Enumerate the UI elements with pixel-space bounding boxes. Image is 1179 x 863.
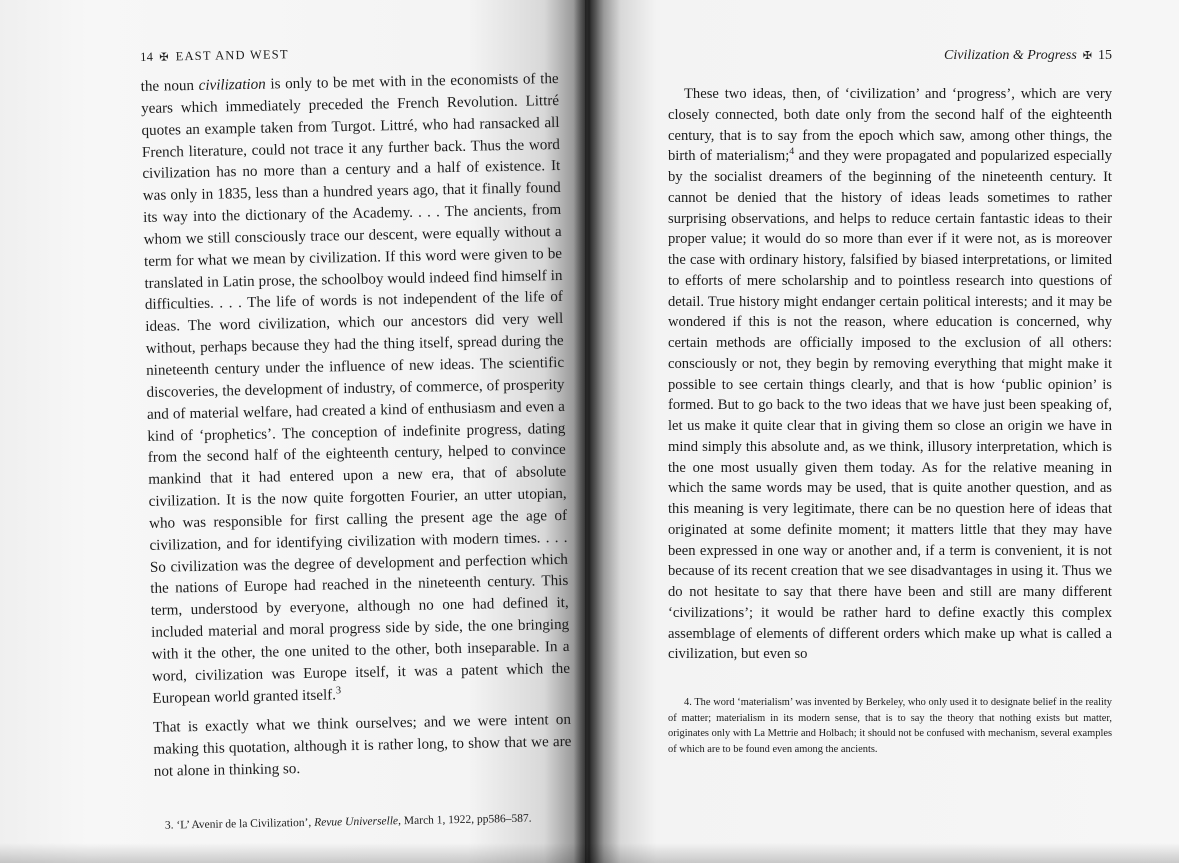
left-footnote <box>165 810 573 834</box>
cross-ornament-icon: ✠ <box>1082 50 1092 62</box>
left-footnote-journal: Revue Universelle <box>314 815 399 829</box>
right-page-number: 15 <box>1098 48 1112 63</box>
bottom-shade <box>0 843 1179 863</box>
footnote-ref-3: 3 <box>335 684 342 696</box>
left-footnote-number: 3. <box>164 819 174 832</box>
left-paragraph-1-text-a: the noun <box>140 77 199 95</box>
right-footnote: 4. The word ‘materialism’ was invented by Berkeley, who only used it to designate belief in the reality of matter; materialism in its modern sense, that is to say the theory that nothing exists but matter, originates only with La Mettrie and Holbach; it should not be confused with mechanism, several examples of which are to be found even among the ancients. <box>668 697 1112 756</box>
gutter-shadow <box>574 0 604 863</box>
left-footnote-text-a: ‘L’ Avenir de la Civilization’, <box>176 816 315 832</box>
left-paragraph-1-emphasis: civilization <box>198 76 266 94</box>
right-paragraph-1-text-a: These two ideas, then, of ‘civilization’ and ‘progress’, which are very closely connected, both date only from the second half of the eighteenth century, that is to say from the epoch which saw, among other things, the birth of materialism; <box>668 86 1112 165</box>
footnote-ref-4: 4 <box>789 146 795 158</box>
right-page-content <box>668 48 1112 758</box>
left-running-title: EAST AND WEST <box>175 47 289 64</box>
left-page-content <box>140 42 573 834</box>
left-page-number: 14 <box>140 49 154 64</box>
left-running-head <box>140 42 558 65</box>
right-running-title: Civilization & Progress <box>944 48 1077 63</box>
left-paragraph-1-text-b: is only to be met with in the economists of the years which immediately preceded the French Revolution. Littré quotes an example taken from Turgot. Littré, who had ransacked all French literature, could not trace it any further back. Thus the word civilization has no more than a century and a half of existence. It was only in 1835, less than a hundred years ago, that it finally found its way into the dictionary of the Academy. . . . The ancients, from whom we still consciously trace our descent, were equally without a term for what we mean by civilization. If this word were given to be translated in Latin prose, the schoolboy would indeed find himself in difficulties. . . . The life of words is not independent of the life of ideas. The word civilization, which our ancestors did very well without, perhaps because they had the thing itself, spread during the nineteenth century under the influence of new ideas. The scientific discoveries, the development of industry, of commerce, of prosperity and of material welfare, had created a kind of enthusiasm and even a kind of ‘prophetics’. The conception of indefinite progress, dating from the second half of the eighteenth century, helped to convince mankind that it had entered upon a new era, that of absolute civilization. It is the now quite forgotten Fourier, an utter utopian, who was responsible for first calling the present age the age of civilization, and for identifying civilization with modern times. . . . So civilization was the degree of development and perfection which the nations of Europe had reached in the nineteenth century. This term, understood by everyone, although no one had defined it, included material and moral progress side by side, the one bringing with it the other, the one united to the other, both inseparable. In a word, civilization was Europe itself, it was a patent which the European world granted itself. <box>140 70 571 707</box>
left-body-text <box>141 69 572 784</box>
right-running-head <box>668 48 1112 64</box>
right-paragraph-1 <box>668 84 1112 665</box>
cross-ornament-icon: ✠ <box>159 51 170 64</box>
right-paragraph-1-text-b: and they were propagated and popularized especially by the socialist dreamers of the beginning of the nineteenth century. It cannot be denied that the history of ideas leads sometimes to rather surprising observations, and helps to reduce certain fantastic ideas to their proper value; it would do so more than ever if it were not, as is moreover the case with ordinary history, falsified by biased interpretations, or limited to efforts of mere scholarship and to pointless research into questions of detail. True history might endanger certain political interests; and it may be wondered if this is not the reason, where education is concerned, why certain methods are officially imposed to the exclusion of all others: consciously or not, they begin by removing everything that might make it possible to see certain things clearly, and that is how ‘public opinion’ is formed. But to go back to the two ideas that we have just been speaking of, let us make it quite clear that in giving them so close an origin we have in mind simply this absolute and, as we think, illusory interpretation, which is the one most usually given them today. As for the relative meaning in which the same words may be used, that is quite another question, and as this meaning is very legitimate, there can be no question here of ideas that originated at some definite moment; it matters little that they may have been expressed in one way or another and, if a term is convenient, it is not because of its recent creation that we see disadvantages in using it. Thus we do not hesitate to say that there have been and still are many different ‘civilizations’; it would be rather hard to define exactly this complex assemblage of elements of different orders which make up what is called a civilization, but even so <box>668 148 1112 663</box>
left-paragraph-2: That is exactly what we think ourselves; and we were intent on making this quotation, although it is rather long, to show that we are not alone in thinking so. <box>152 712 572 781</box>
left-footnote-text-b: , March 1, 1922, pp586–587. <box>397 812 532 828</box>
left-paragraph-1 <box>141 69 571 710</box>
left-page <box>0 0 585 863</box>
